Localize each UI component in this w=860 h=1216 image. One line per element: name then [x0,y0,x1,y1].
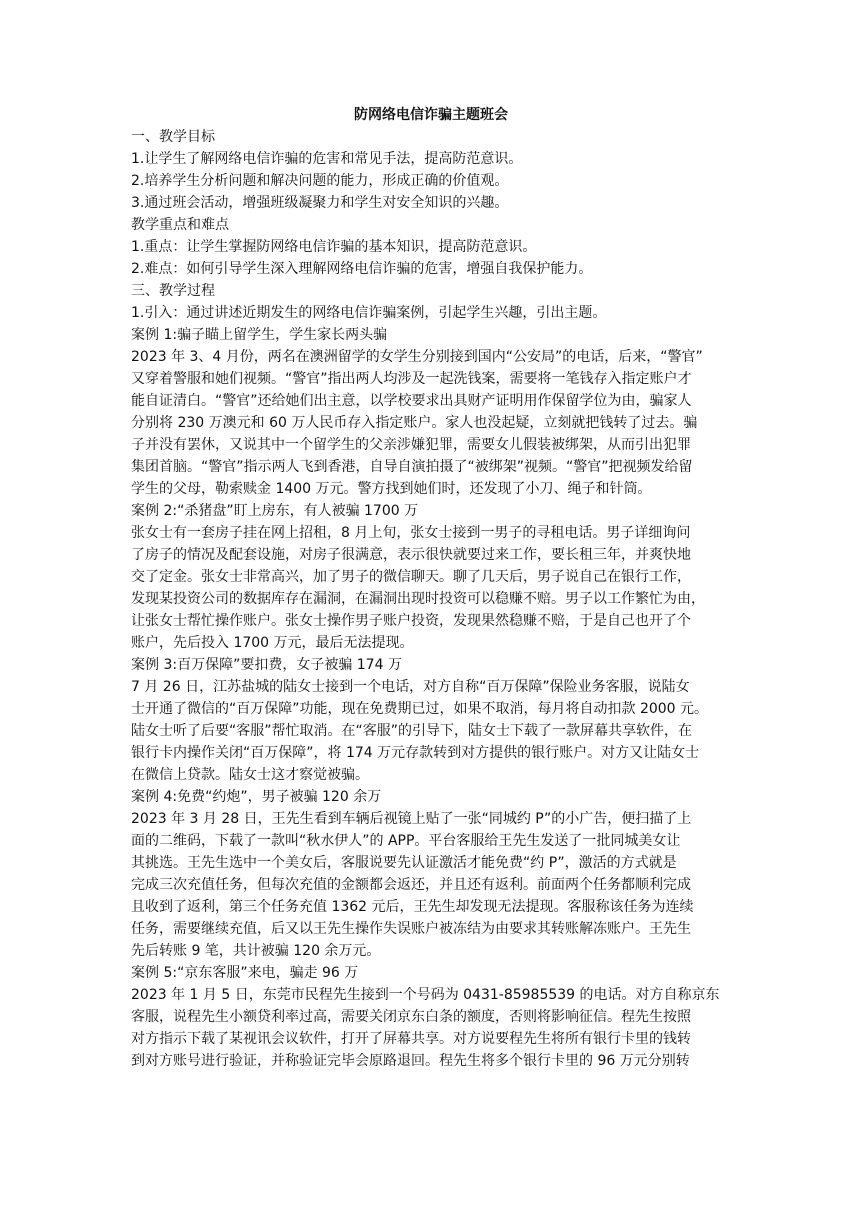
document-line: 客服，说程先生小额贷利率过高，需要关闭京东白条的额度，否则将影响征信。程先生按照 [131,1009,691,1025]
document-line: 了房子的情况及配套设施，对房子很满意，表示很快就要过来工作，要长租三年，并爽快地 [131,547,691,563]
document-title: 防网络电信诈骗主题班会 [354,107,508,123]
document-line: 集团首脑。“警官”指示两人飞到香港，自导自演拍摄了“被绑架”视频。“警官”把视频发给留 [131,459,693,475]
document-line: 其挑选。王先生选中一个美女后，客服说要先认证激活才能免费“约 P”，激活的方式就是 [131,855,677,871]
document-line: 案例 1:骗子瞄上留学生，学生家长两头骗 [131,327,388,343]
document-line: 一、教学目标 [131,129,215,145]
document-line: 2.培养学生分析问题和解决问题的能力，形成正确的价值观。 [131,173,509,189]
document-line: 完成三次充值任务，但每次充值的金额都会返还，并且还有返利。前面两个任务都顺利完成 [131,877,691,893]
document-line: 2023 年 3 月 28 日，王先生看到车辆后视镜上贴了一张“同城约 P”的小广告，便扫描了上 [131,811,692,827]
document-line: 账户，先后投入 1700 万元，最后无法提现。 [131,635,414,651]
document-line: 又穿着警服和她们视频。“警官”指出两人均涉及一起洗钱案，需要将一笔钱存入指定账户才 [131,371,692,387]
document-line: 张女士有一套房子挂在网上招租，8 月上旬，张女士接到一男子的寻租电话。男子详细询问 [131,525,691,541]
document-line: 在微信上贷款。陆女士这才察觉被骗。 [131,767,369,783]
document-line: 7 月 26 日，江苏盐城的陆女士接到一个电话，对方自称“百万保障”保险业务客服，说陆女 [131,679,690,695]
document-line: 发现某投资公司的数据库存在漏洞，在漏洞出现时投资可以稳赚不赔。男子以工作繁忙为由， [131,591,705,607]
document-line: 面的二维码，下载了一款叫“秋水伊人”的 APP。平台客服给王先生发送了一批同城美女让 [131,833,681,849]
document-line: 1.重点：让学生掌握防网络电信诈骗的基本知识，提高防范意识。 [131,239,537,255]
document-line: 案例 2:“杀猪盘”盯上房东，有人被骗 1700 万 [131,503,419,519]
document-line: 1.让学生了解网络电信诈骗的危害和常见手法，提高防范意识。 [131,151,523,167]
document-line: 让张女士帮忙操作账户。张女士操作男子账户投资，发现果然稳赚不赔，于是自己也开了个 [131,613,691,629]
document-page [131,104,731,1072]
document-line: 银行卡内操作关闭“百万保障”，将 174 万元存款转到对方提供的银行账户。对方又让陆女士 [131,745,700,761]
document-line: 士开通了微信的“百万保障”功能，现在免费期已过，如果不取消，每月将自动扣款 2000 元。 [131,701,709,717]
document-line: 2.难点：如何引导学生深入理解网络电信诈骗的危害，增强自我保护能力。 [131,261,593,277]
document-line: 教学重点和难点 [131,217,229,233]
document-line: 对方指示下载了某视讯会议软件，打开了屏幕共享。对方说要程先生将所有银行卡里的钱转 [131,1031,691,1047]
document-line: 案例 3:百万保障”要扣费，女子被骗 174 万 [131,657,402,673]
document-line: 先后转账 9 笔，共计被骗 120 余万元。 [131,943,381,959]
document-line: 2023 年 1 月 5 日，东莞市民程先生接到一个号码为 0431-85985539 的电话。对方自称京东 [131,987,720,1003]
document-line: 案例 5:“京东客服”来电，骗走 96 万 [131,965,359,981]
document-line: 案例 4:免费“约炮”，男子被骗 120 余万 [131,789,382,805]
document-line: 分别将 230 万澳元和 60 万人民币存入指定账户。家人也没起疑，立刻就把钱转了过去。骗 [131,415,698,431]
document-line: 3.通过班会活动，增强班级凝聚力和学生对安全知识的兴趣。 [131,195,509,211]
document-line: 交了定金。张女士非常高兴，加了男子的微信聊天。聊了几天后，男子说自己在银行工作， [131,569,691,585]
document-line: 学生的父母，勒索赎金 1400 万元。警方找到她们时，还发现了小刀、绳子和针筒。 [131,481,652,497]
document-line: 陆女士听了后要“客服”帮忙取消。在“客服”的引导下，陆女士下载了一款屏幕共享软件，在 [131,723,693,739]
document-line: 任务，需要继续充值，后又以王先生操作失误账户被冻结为由要求其转账解冻账户。王先生 [131,921,691,937]
document-line: 且收到了返利，第三个任务充值 1362 元后，王先生却发现无法提现。客服称该任务为连续 [131,899,694,915]
document-line: 2023 年 3、4 月份，两名在澳洲留学的女学生分别接到国内“公安局”的电话，后来，“警官” [131,349,703,365]
document-line: 到对方账号进行验证，并称验证完毕会原路退回。程先生将多个银行卡里的 96 万元分别转 [131,1053,690,1069]
document-line: 1.引入：通过讲述近期发生的网络电信诈骗案例，引起学生兴趣，引出主题。 [131,305,607,321]
document-line: 三、教学过程 [131,283,215,299]
document-body [131,126,731,1072]
document-line: 能自证清白。“警官”还给她们出主意，以学校要求出具财产证明用作保留学位为由，骗家人 [131,393,692,409]
document-line: 子并没有罢休，又说其中一个留学生的父亲涉嫌犯罪，需要女儿假装被绑架，从而引出犯罪 [131,437,691,453]
